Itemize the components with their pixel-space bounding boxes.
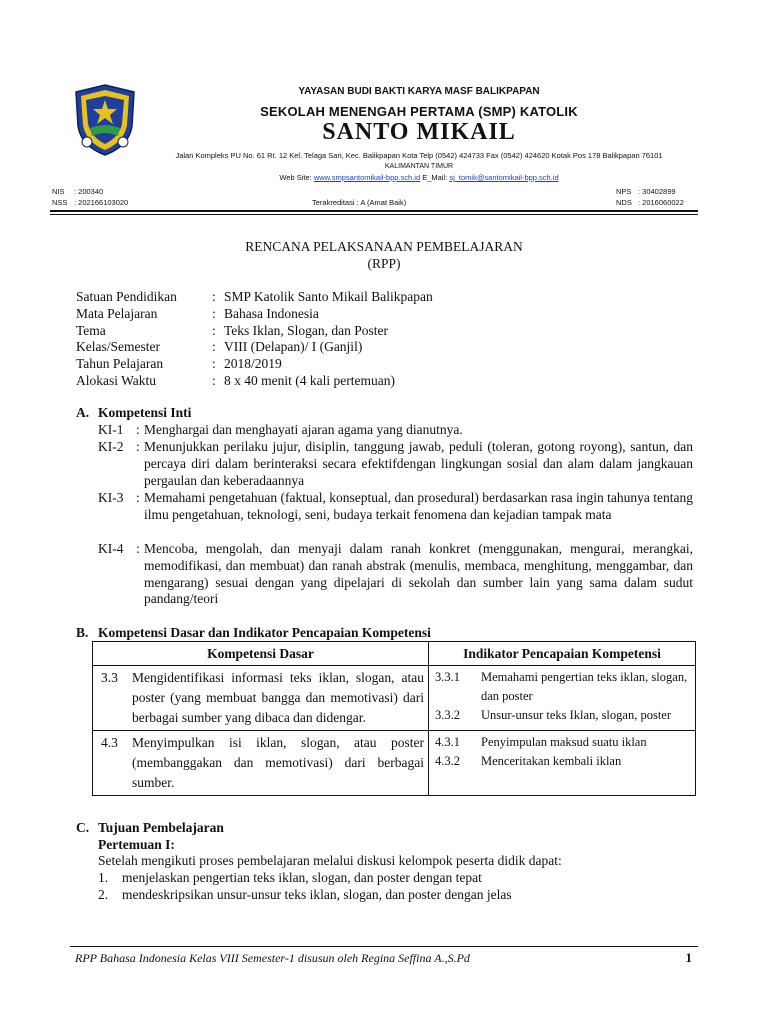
document-title: RENCANA PELAKSANAAN PEMBELAJARAN — [245, 239, 523, 254]
goal-text: menjelaskan pengertian teks iklan, slogan, dan poster dengan tepat — [122, 870, 482, 885]
school-address: Jalan Kompleks PU No. 61 Rt. 12 Kel. Telaga Sari, Kec. Balikpapan Kota Telp (0542) 424733 Fax (0542) 424620 Kotak Pos 178 Balikpapan 76101 — [175, 151, 663, 160]
indicator-number: 4.3.2 — [435, 754, 460, 768]
indicator-text: Penyimpulan maksud suatu iklan — [481, 735, 647, 749]
ki-item: KI-4 : Mencoba, mengolah, dan menyaji dalam ranah konkret (menggunakan, mengurai, merangkai, memodifikasi, dan membuat) dan ranah abstrak (menulis, membaca, menghitung, menggambar, dan mengarang) sesuai dengan yang dipelajari di sekolah dan sumber lain yang sama dalam sudut pandang/teori — [98, 541, 693, 607]
indicator-text: Memahami pengertian teks iklan, slogan, dan poster — [481, 670, 688, 703]
indicator-number: 4.3.1 — [435, 735, 460, 749]
ki-code: KI-2 — [98, 439, 124, 454]
nds-row — [616, 198, 684, 207]
ki-text: Mencoba, mengolah, dan menyaji dalam ranah konkret (menggunakan, mengurai, merangkai, memodifikasi, dan membuat) dan ranah abstrak (menulis, membaca, menghitung, menggambar, dan mengarang) sesuai dengan yang dipelajari di sekolah dan sumber lain yang sama dalam sudut pandang/teori — [144, 541, 693, 607]
identity-key: Alokasi Waktu — [76, 372, 157, 388]
table-header-row — [93, 642, 696, 666]
ki-code: KI-4 — [98, 541, 124, 556]
identity-row: Mata Pelajaran : Bahasa Indonesia — [76, 305, 319, 321]
identity-row: Satuan Pendidikan : SMP Katolik Santo Mikail Balikpapan — [76, 289, 433, 304]
section-c-heading — [76, 820, 224, 836]
accreditation: Terakreditasi : A (Amat Baik) — [312, 198, 407, 207]
table-row — [93, 666, 696, 731]
indicator-text: Unsur-unsur teks Iklan, slogan, poster — [481, 708, 671, 722]
nss-label: NSS — [52, 198, 68, 207]
identity-key: Tema — [76, 322, 106, 338]
section-a-title: Kompetensi Inti — [98, 405, 192, 420]
footer-divider — [70, 946, 698, 947]
foundation-name: YAYASAN BUDI BAKTI KARYA MASF BALIKPAPAN — [298, 86, 540, 97]
section-c-title: Tujuan Pembelajaran — [98, 820, 224, 835]
indicator-cell — [429, 666, 696, 731]
ki-item: KI-3 : Memahami pengetahuan (faktual, konseptual, dan prosedural) berdasarkan rasa ingin tahunya tentang ilmu pengetahuan, teknologi, seni, budaya terkait fenomena dan kejadian tampak mata — [98, 490, 693, 522]
section-a-heading — [76, 405, 191, 421]
identity-block — [76, 289, 433, 390]
nss-value: : 202166103020 — [74, 198, 129, 207]
nds-label: NDS — [616, 198, 632, 207]
province: KALIMANTAN TIMUR — [384, 163, 454, 170]
identity-value: 2018/2019 — [224, 356, 282, 372]
identity-value: VIII (Delapan)/ I (Ganjil) — [224, 339, 363, 355]
kd-number: 4.3 — [101, 735, 118, 750]
page-number: 1 — [685, 950, 692, 965]
ki-code: KI-3 — [98, 490, 124, 505]
identity-value: Teks Iklan, Slogan, dan Poster — [224, 322, 389, 338]
nis-label: NIS — [52, 187, 65, 196]
kd-text: Menyimpulkan isi iklan, slogan, atau poster (membanggakan dan memotivasi) dari berbagai sumber. — [132, 735, 424, 790]
column-header-indicator: Indikator Pencapaian Kompetensi — [429, 642, 696, 666]
nds-value: : 2016060022 — [638, 198, 684, 207]
goal-number: 1. — [98, 870, 109, 885]
indicator-text: Menceritakan kembali iklan — [481, 754, 622, 768]
ki-text: Menghargai dan menghayati ajaran agama yang dianutnya. — [144, 422, 463, 437]
kd-cell — [93, 666, 429, 731]
school-logo — [72, 82, 138, 158]
table-row — [93, 731, 696, 796]
school-type: SEKOLAH MENENGAH PERTAMA (SMP) KATOLIK — [260, 104, 578, 119]
identity-row: Alokasi Waktu : 8 x 40 menit (4 kali pertemuan) — [76, 372, 395, 388]
column-header-kd: Kompetensi Dasar — [93, 642, 429, 666]
ki-text: Memahami pengetahuan (faktual, konseptual, dan prosedural) berdasarkan rasa ingin tahunya tentang ilmu pengetahuan, teknologi, seni, budaya terkait fenomena dan kejadian tampak mata — [144, 490, 693, 522]
identity-row: Tahun Pelajaran : 2018/2019 — [76, 356, 282, 372]
nps-label: NPS — [616, 187, 632, 196]
list-item — [98, 870, 482, 886]
ki-code: KI-1 — [98, 422, 124, 437]
kd-cell — [93, 731, 429, 796]
nss-row — [52, 198, 128, 207]
identity-value: Bahasa Indonesia — [224, 305, 319, 321]
ki-text: Menunjukkan perilaku jujur, disiplin, tanggung jawab, peduli (toleran, gotong royong), santun, dan percaya diri dalam berinteraksi secara efektifdengan lingkungan sosial dan alam dalam jangkauan pergaulan dan keberadaannya — [144, 439, 693, 488]
section-b-title: Kompetensi Dasar dan Indikator Pencapaian Kompetensi — [98, 625, 431, 640]
website-label: Web Site: — [279, 173, 314, 182]
identity-key: Kelas/Semester — [76, 339, 160, 355]
identity-row: Tema : Teks Iklan, Slogan, dan Poster — [76, 322, 389, 338]
identity-value: 8 x 40 menit (4 kali pertemuan) — [224, 372, 395, 388]
identity-key: Satuan Pendidikan — [76, 289, 177, 304]
letterhead-divider-thin — [50, 214, 698, 215]
website-link[interactable]: www.smpsantomikail-bpp.sch.id — [313, 173, 421, 182]
section-a-number: A. — [76, 405, 90, 420]
identity-value: SMP Katolik Santo Mikail Balikpapan — [224, 289, 433, 304]
contact-line — [140, 173, 698, 182]
nps-value: : 30402899 — [638, 187, 676, 196]
school-name: SANTO MIKAIL — [322, 119, 516, 145]
kd-table — [92, 641, 696, 796]
kd-number: 3.3 — [101, 670, 118, 685]
footer-text: RPP Bahasa Indonesia Kelas VIII Semester-1 disusun oleh Regina Seffina A.,S.Pd — [75, 951, 470, 965]
section-b-number: B. — [76, 625, 89, 640]
goals-intro: Setelah mengikuti proses pembelajaran melalui diskusi kelompok peserta didik dapat: — [98, 853, 562, 868]
list-item — [98, 887, 512, 903]
email-link[interactable]: sj_tomik@santomikail-bpp.sch.id — [449, 173, 559, 182]
nps-row — [616, 187, 676, 196]
indicator-number: 3.3.2 — [435, 708, 460, 722]
meeting-label: Pertemuan I: — [98, 837, 175, 852]
email-label: E_Mail: — [422, 173, 450, 182]
section-c-number: C. — [76, 820, 90, 835]
indicator-number: 3.3.1 — [435, 670, 460, 684]
goal-number: 2. — [98, 887, 109, 902]
ki-item: KI-1 : Menghargai dan menghayati ajaran agama yang dianutnya. — [98, 422, 693, 439]
indicator-cell — [429, 731, 696, 796]
goal-text: mendeskripsikan unsur-unsur teks iklan, slogan, dan poster dengan jelas — [122, 887, 512, 902]
ki-item: KI-2 : Menunjukkan perilaku jujur, disiplin, tanggung jawab, peduli (toleran, gotong royong), santun, dan percaya diri dalam berinteraksi secara efektifdengan lingkungan sosial dan alam dalam jangkauan pergaulan dan keberadaannya — [98, 439, 693, 488]
nis-row — [52, 187, 103, 196]
identity-row: Kelas/Semester : VIII (Delapan)/ I (Ganjil) — [76, 339, 363, 355]
identity-key: Mata Pelajaran — [76, 305, 158, 321]
section-b-heading — [76, 625, 431, 641]
document-subtitle: (RPP) — [367, 256, 401, 271]
letterhead-divider-thick — [50, 210, 698, 212]
kd-text: Mengidentifikasi informasi teks iklan, slogan, atau poster (yang membuat bangga dan memotivasi) dari berbagai sumber yang dibaca dan didengar. — [132, 670, 424, 725]
nis-value: : 200340 — [74, 187, 104, 196]
identity-key: Tahun Pelajaran — [76, 356, 164, 372]
